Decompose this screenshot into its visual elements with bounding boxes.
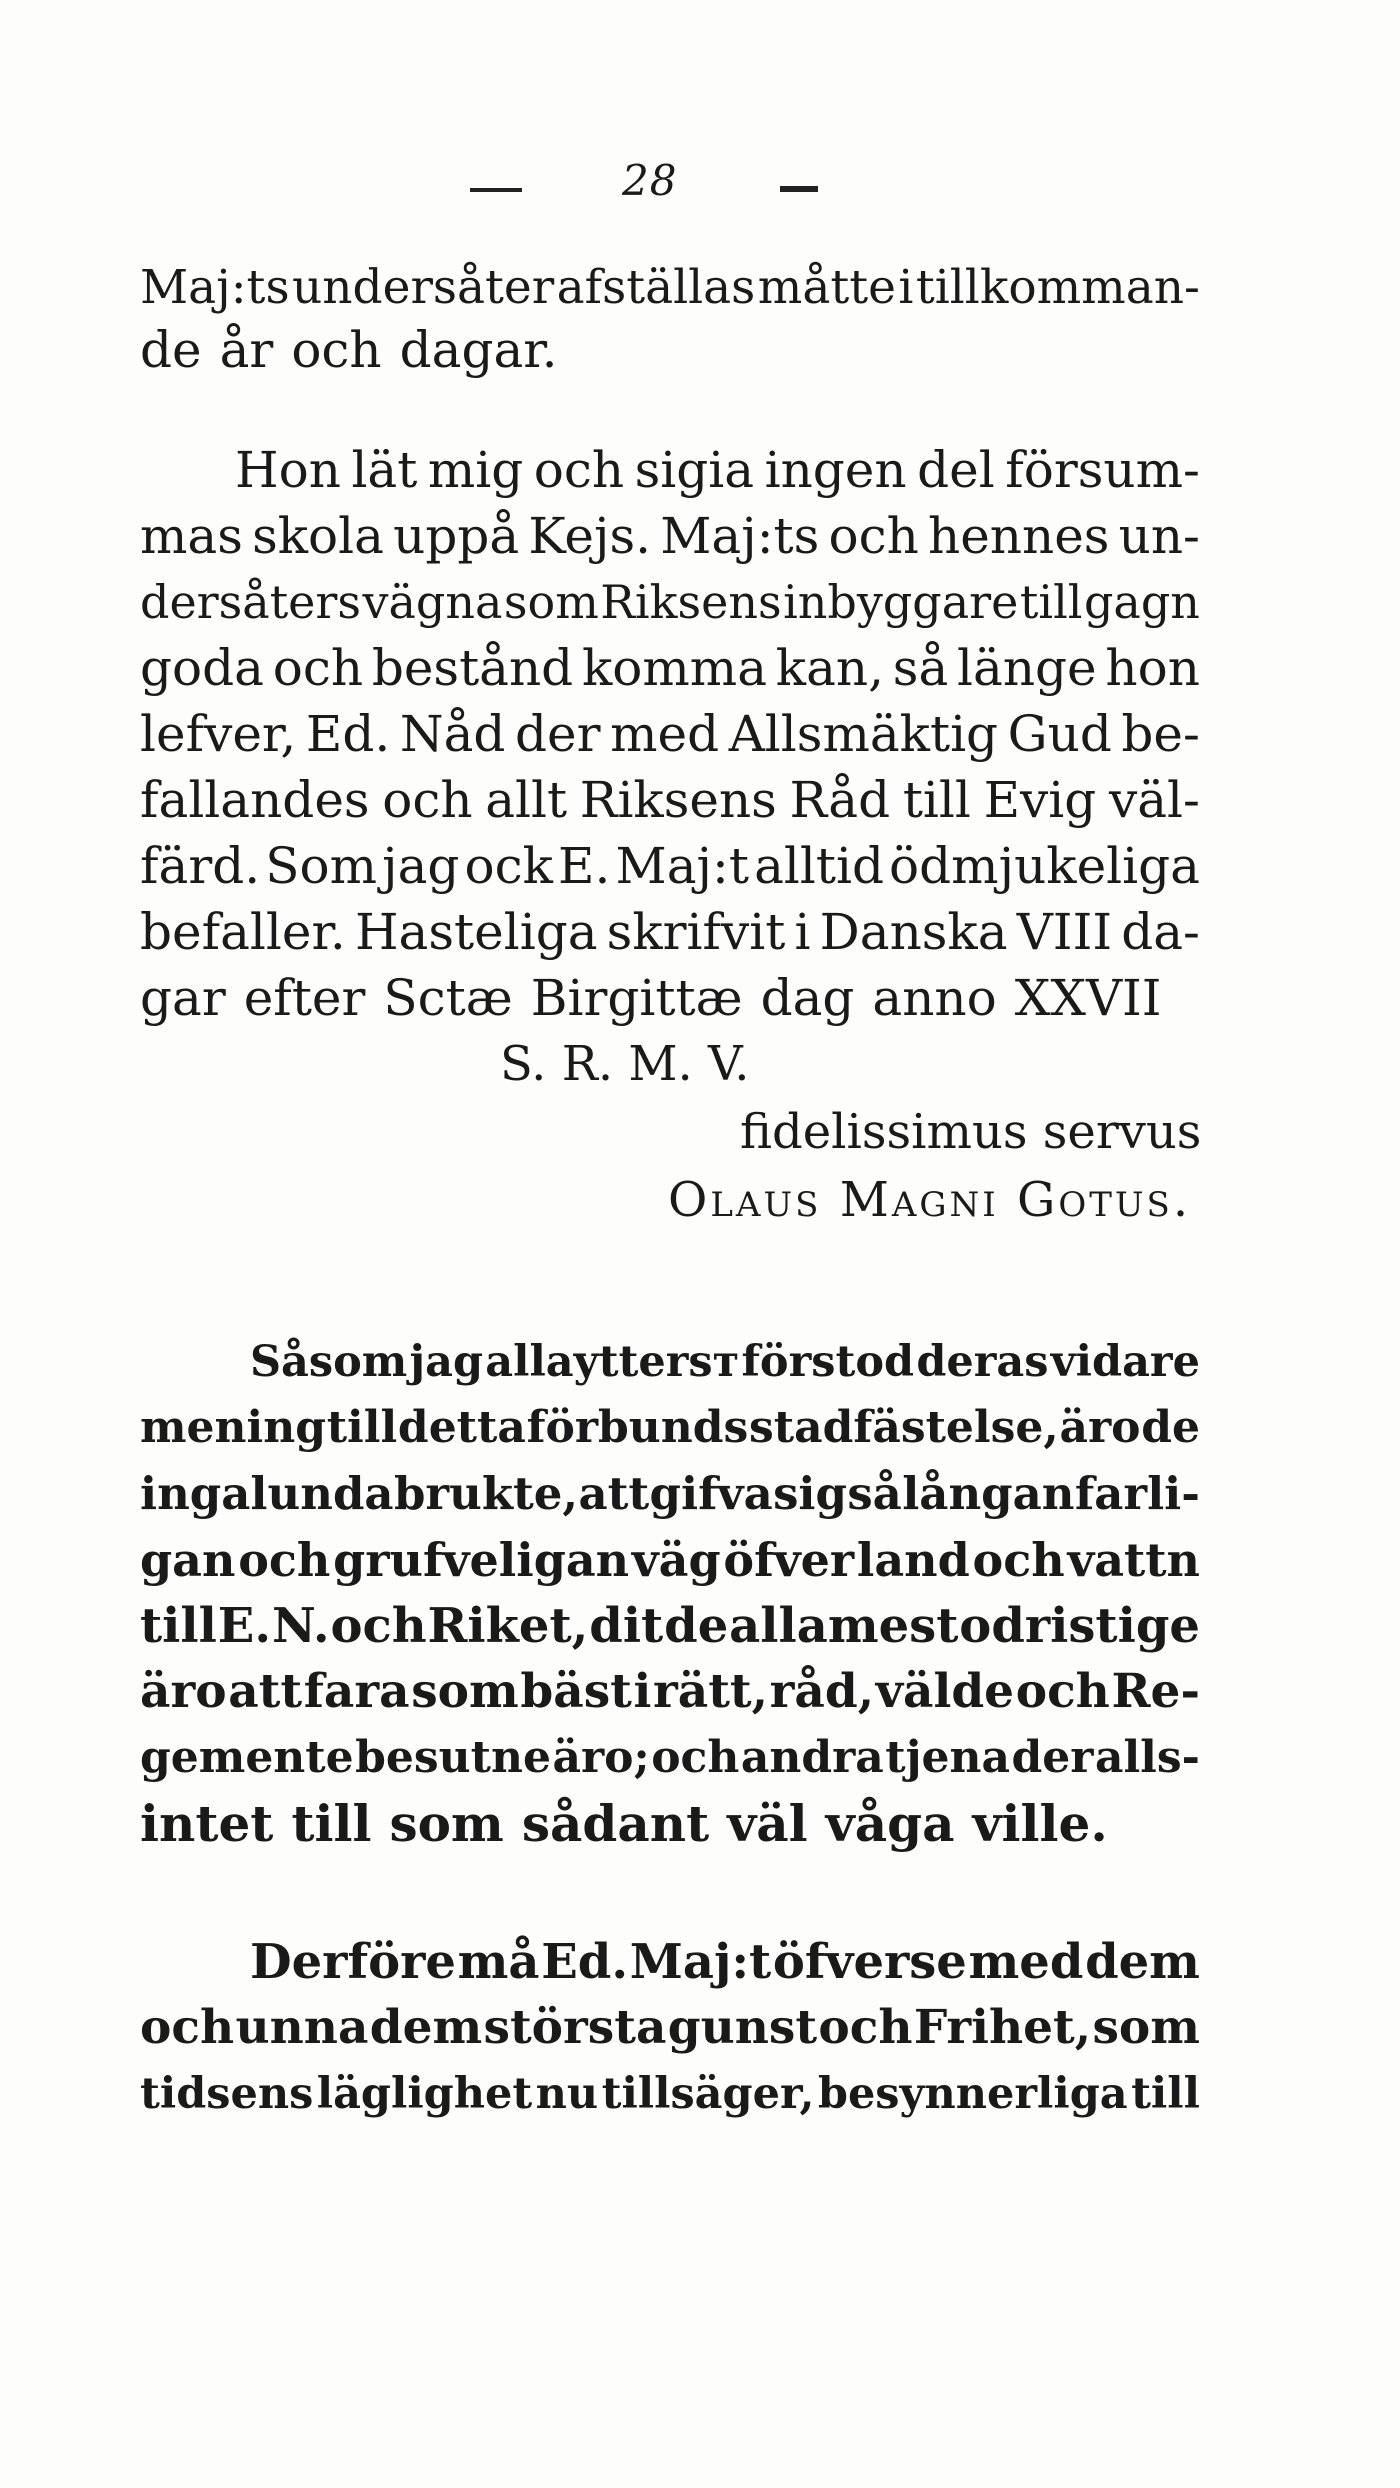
word: färd.	[140, 837, 261, 895]
word: och	[828, 507, 919, 565]
word: Maj:ts	[660, 507, 820, 565]
word: råd,	[769, 1664, 875, 1719]
text-line	[140, 1464, 1200, 1524]
word: långan	[902, 1467, 1075, 1520]
text-line	[140, 1662, 1200, 1722]
word: bäst	[520, 1664, 632, 1719]
word: Hon	[235, 441, 341, 499]
word: farli-	[1074, 1467, 1200, 1520]
text-line	[140, 836, 1200, 896]
text-line	[140, 1998, 1200, 2058]
text-line	[250, 1332, 1200, 1392]
text-line	[140, 638, 1200, 698]
word: och	[651, 1732, 740, 1783]
word: gagn	[1083, 575, 1200, 629]
word: vattn	[1067, 1533, 1200, 1587]
word: rätt,	[653, 1664, 768, 1719]
word: väl	[727, 1794, 808, 1853]
word: afställas	[556, 260, 756, 315]
word: dersåters	[140, 575, 361, 629]
word: äro;	[552, 1732, 650, 1783]
word: detta	[397, 1402, 526, 1453]
word: dem	[369, 2000, 483, 2055]
word: gemente	[140, 1732, 354, 1783]
word: så	[847, 1467, 902, 1520]
word: väl-	[1108, 771, 1200, 829]
word: förstod	[741, 1337, 915, 1387]
word: tidsens	[140, 2069, 314, 2119]
word: Gud	[1007, 705, 1112, 763]
text-line	[140, 1794, 1200, 1854]
word: goda	[140, 639, 264, 697]
text-line	[140, 572, 1200, 632]
word: gan	[140, 1533, 236, 1587]
word: tillsäger,	[601, 2069, 815, 2119]
word: befaller.	[140, 903, 346, 961]
word: uppå	[393, 507, 520, 565]
text-line	[250, 1932, 1200, 1992]
word: gunst	[667, 2000, 818, 2055]
word: till	[1131, 2069, 1200, 2119]
page-header	[0, 150, 1400, 210]
word: länge	[957, 639, 1097, 697]
word: och	[533, 441, 625, 499]
word: Såsom	[250, 1337, 408, 1387]
text-line	[140, 320, 1200, 380]
word: till	[1019, 575, 1083, 629]
word: E.	[217, 1598, 272, 1654]
word: till	[902, 771, 971, 829]
word: förbunds	[526, 1402, 749, 1453]
header-rule-right	[780, 186, 818, 192]
word: sig	[773, 1467, 847, 1520]
page-number: 28	[622, 156, 678, 205]
text-line	[140, 704, 1200, 764]
word: Riksens	[579, 771, 777, 829]
word: Derföre	[250, 1934, 456, 1990]
word: ödmjukeliga	[889, 837, 1200, 895]
text-line	[140, 770, 1200, 830]
word: mig	[427, 441, 524, 499]
word: äro	[1059, 1402, 1141, 1453]
word: besutne	[355, 1732, 551, 1783]
word: lät	[351, 441, 418, 499]
word: VIII	[1016, 903, 1113, 961]
word: försum-	[1005, 441, 1200, 499]
word: allt	[485, 771, 568, 829]
word: i	[794, 903, 811, 961]
word: jag	[409, 1337, 484, 1387]
word: da-	[1121, 903, 1200, 961]
word: sådant	[521, 1794, 710, 1853]
word: må	[457, 1934, 540, 1990]
text-line	[140, 2064, 1200, 2124]
word: ock	[464, 837, 553, 895]
word: till	[291, 1794, 372, 1853]
word: år	[219, 321, 274, 379]
word: med	[968, 1934, 1084, 1990]
word: Kejs.	[528, 507, 652, 565]
word: sigia	[634, 441, 755, 499]
word: i	[898, 260, 914, 315]
word: odristige	[959, 1598, 1200, 1654]
word: Riksens	[600, 575, 782, 629]
word: hon	[1105, 639, 1200, 697]
text-line	[140, 1398, 1200, 1458]
word: och	[238, 1533, 331, 1587]
word: anno	[872, 969, 997, 1027]
word: i	[633, 1664, 652, 1719]
word: och	[1015, 1664, 1110, 1719]
word: så	[892, 639, 949, 697]
word: Ed.	[541, 1934, 629, 1990]
word: och	[818, 2000, 913, 2055]
word: Frihet,	[913, 2000, 1092, 2055]
word: N.	[272, 1598, 330, 1654]
word: komma	[581, 639, 768, 697]
word: dem	[1085, 1934, 1200, 1990]
word: besynnerliga	[817, 2069, 1128, 2119]
word: Sctæ	[383, 969, 513, 1027]
word: tjena	[885, 1732, 1011, 1783]
word: hennes	[928, 507, 1110, 565]
word: Maj:ts	[140, 260, 290, 315]
word: skrifvit	[606, 903, 786, 961]
word: gifva	[649, 1467, 773, 1520]
word: alls-	[1094, 1732, 1200, 1783]
word: un-	[1118, 507, 1200, 565]
word: som	[411, 1664, 519, 1719]
word: och	[140, 2000, 235, 2055]
text-line	[140, 1596, 1200, 1656]
word: som	[1092, 2000, 1200, 2055]
word: brukte,	[393, 1467, 579, 1520]
word: och	[272, 639, 364, 697]
word: öfverse	[772, 1934, 967, 1990]
word: fara	[303, 1664, 410, 1719]
word: öfver	[723, 1533, 855, 1587]
word: tillkomman-	[915, 260, 1200, 315]
word: som	[389, 1794, 504, 1853]
text-line	[140, 258, 1200, 318]
word: XXVII	[1014, 969, 1162, 1027]
word: Hasteliga	[354, 903, 598, 961]
text-line	[140, 506, 1200, 566]
word: nu	[535, 2069, 599, 2119]
word: jag	[382, 837, 460, 895]
text-line	[140, 968, 1200, 1028]
word: Nåd	[399, 705, 506, 763]
text-line	[235, 440, 1200, 500]
word: be-	[1121, 705, 1200, 763]
word: vägna	[362, 575, 503, 629]
word: Maj:t	[629, 1934, 772, 1990]
word: dit	[589, 1598, 664, 1654]
word: Råd	[789, 771, 891, 829]
word: största	[483, 2000, 667, 2055]
word: der	[1011, 1732, 1094, 1783]
signature-closing: fidelissimus servus	[740, 1104, 1202, 1160]
word: fallandes	[140, 771, 370, 829]
word: till	[326, 1402, 398, 1453]
word: grufveligan	[333, 1533, 630, 1587]
word: dagar.	[399, 321, 558, 379]
word: Re-	[1111, 1664, 1200, 1719]
word: gar	[140, 969, 226, 1027]
word: ingen	[764, 441, 907, 499]
signature-name: Olaus Magni Gotus.	[668, 1172, 1192, 1228]
word: Ed.	[305, 705, 391, 763]
word: Birgittæ	[530, 969, 743, 1027]
word: och	[330, 1598, 427, 1654]
word: allayttersт	[485, 1337, 740, 1387]
word: de	[664, 1598, 729, 1654]
word: och	[382, 771, 473, 829]
word: intet	[140, 1794, 274, 1853]
word: med	[610, 705, 720, 763]
word: att	[578, 1467, 650, 1520]
word: skola	[252, 507, 384, 565]
word: ingalunda	[140, 1467, 394, 1520]
word: väg	[631, 1533, 721, 1587]
word: Evig	[983, 771, 1097, 829]
word: som	[503, 575, 599, 629]
word: Maj:t	[615, 837, 749, 895]
word: och	[972, 1533, 1065, 1587]
word: välde	[875, 1664, 1015, 1719]
word: och	[291, 321, 382, 379]
word: ville.	[972, 1794, 1108, 1853]
word: äro	[140, 1664, 227, 1719]
word: de	[1141, 1402, 1200, 1453]
text-line	[140, 1530, 1200, 1590]
text-line	[140, 1728, 1200, 1788]
word: undersåter	[292, 260, 555, 315]
word: läglighet	[316, 2069, 533, 2119]
word: mening	[140, 1402, 327, 1453]
word: våga	[825, 1794, 955, 1853]
word: kan,	[775, 639, 884, 697]
signature-initials: S. R. M. V.	[500, 1036, 750, 1092]
word: att	[228, 1664, 303, 1719]
word: mas	[140, 507, 243, 565]
word: der	[515, 705, 601, 763]
header-rule-left	[470, 188, 522, 192]
word: E.	[558, 837, 611, 895]
word: del	[917, 441, 995, 499]
word: unna	[235, 2000, 369, 2055]
word: deras	[916, 1337, 1049, 1387]
word: lefver,	[140, 705, 297, 763]
word: Som	[265, 837, 377, 895]
word: Allsmäktig	[728, 705, 999, 763]
word: andra	[740, 1732, 884, 1783]
word: bestånd	[371, 639, 574, 697]
word: måtte	[757, 260, 896, 315]
word: efter	[243, 969, 366, 1027]
word: inbyggare	[783, 575, 1019, 629]
word: Danska	[819, 903, 1008, 961]
word: allamest	[729, 1598, 959, 1654]
word: stadfästelse,	[749, 1402, 1059, 1453]
word: vidare	[1050, 1337, 1200, 1387]
word: de	[140, 321, 202, 379]
word: till	[140, 1598, 217, 1654]
word: land	[856, 1533, 970, 1587]
word: Riket,	[427, 1598, 589, 1654]
text-line	[140, 902, 1200, 962]
word: alltid	[754, 837, 884, 895]
word: dag	[760, 969, 855, 1027]
